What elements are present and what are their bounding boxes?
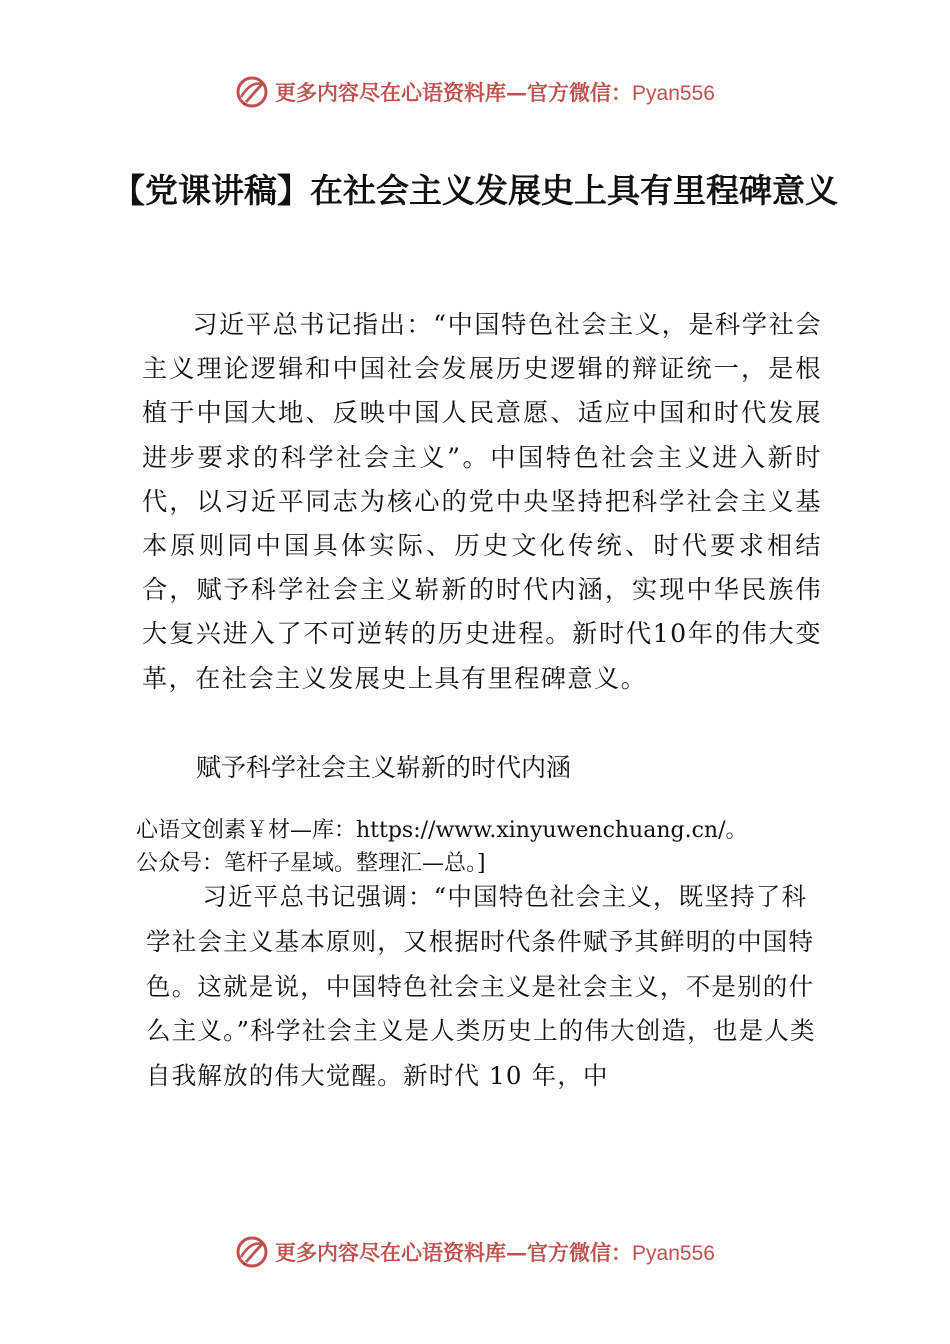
banner-text: [275, 77, 715, 107]
banner-label: 更多内容尽在心语资料库—官方微信：: [275, 80, 633, 105]
section-heading: 赋予科学社会主义崭新的时代内涵: [196, 753, 572, 782]
banner-label: 更多内容尽在心语资料库—官方微信：: [275, 1240, 633, 1265]
banner-wechat-id: Pyan556: [632, 82, 715, 105]
watermark-text: [136, 814, 856, 880]
pen-logo-icon: [235, 75, 269, 109]
footer-banner: [0, 1230, 950, 1274]
banner-wechat-id: Pyan556: [632, 1242, 715, 1265]
watermark-line-2: 公众号：笔杆子星域。整理汇—总。]: [136, 851, 486, 876]
paragraph-intro: 习近平总书记指出：“中国特色社会主义，是科学社会主义理论逻辑和中国社会发展历史逻辑的辩证统一，是根植于中国大地、反映中国人民意愿、适应中国和时代发展进步要求的科学社会主义”。中国特色社会主义进入新时代，以习近平同志为核心的党中央坚持把科学社会主义基本原则同中国具体实际、历史文化传统、时代要求相结合，赋予科学社会主义崭新的时代内涵，实现中华民族伟大复兴进入了不可逆转的历史进程。新时代10年的伟大变革，在社会主义发展史上具有里程碑意义。: [142, 310, 822, 693]
banner-text: [275, 1237, 715, 1267]
paragraph-section-1: 习近平总书记强调：“中国特色社会主义，既坚持了科学社会主义基本原则，又根据时代条件赋予其鲜明的中国特色。这就是说，中国特色社会主义是社会主义，不是别的什么主义。”科学社会主义是人类历史上的伟大创造，也是人类自我解放的伟大觉醒。新时代 10 年，中: [146, 882, 816, 1091]
watermark-line-1: 心语文创素￥材—库：https://www.xinyuwenchuang.cn/。: [136, 818, 748, 843]
header-banner: [0, 70, 950, 114]
pen-logo-icon: [235, 1235, 269, 1269]
document-title: 【党课讲稿】在社会主义发展史上具有里程碑意义: [112, 171, 838, 210]
